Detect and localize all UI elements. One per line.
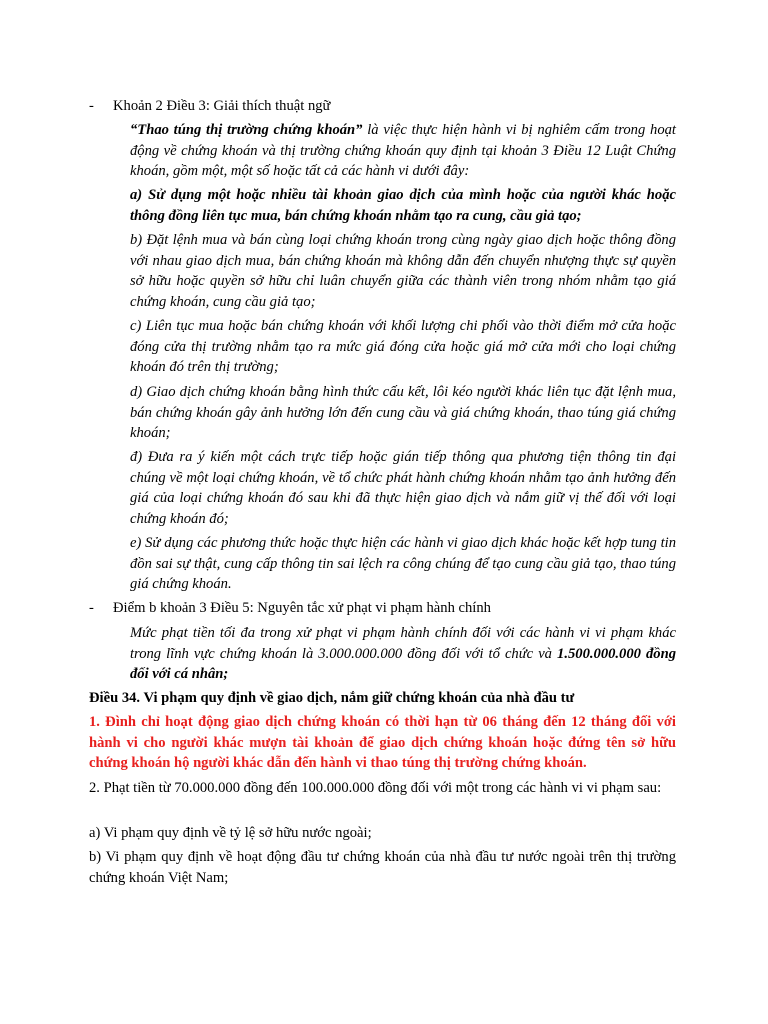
- defined-term: “Thao túng thị trường chứng khoán”: [130, 122, 363, 138]
- article-heading: Điều 34. Vi phạm quy định về giao dịch, nắm giữ chứng khoán của nhà đầu tư: [89, 690, 575, 706]
- bullet-text: Điểm b khoản 3 Điều 5: Nguyên tắc xử phạt vi phạm hành chính: [113, 600, 491, 616]
- item-a-text: a) Sử dụng một hoặc nhiều tài khoản giao dịch của mình hoặc của người khác hoặc thông đồng liên tục mua, bán chứng khoán nhằm tạo ra cung, cầu giả tạo;: [130, 187, 676, 224]
- bullet-text: Khoản 2 Điều 3: Giải thích thuật ngữ: [113, 98, 331, 114]
- point-b: b) Vi phạm quy định về hoạt động đầu tư chứng khoán của nhà đầu tư nước ngoài trên thị trường chứng khoán Việt Nam;: [89, 849, 676, 886]
- fine-paragraph: [130, 623, 676, 685]
- clause-1: 1. Đình chỉ hoạt động giao dịch chứng khoán có thời hạn từ 06 tháng đến 12 tháng đối với hành vi cho người khác mượn tài khoản để giao dịch chứng khoán hoặc đứng tên sở hữu chứng khoán hộ người khác dẫn đến hành vi thao túng thị trường chứng khoán.: [89, 714, 676, 771]
- item-d: d) Giao dịch chứng khoán bằng hình thức cấu kết, lôi kéo người khác liên tục đặt lệnh mua, bán chứng khoán gây ảnh hưởng lớn đến cung cầu và giá chứng khoán, thao túng giá chứng khoán;: [130, 384, 676, 441]
- bullet-dash: -: [89, 98, 94, 114]
- bullet-dash: -: [89, 600, 94, 616]
- definition-text: là việc thực hiện hành vi bị nghiêm cấm trong hoạt động về chứng khoán và thị trường chứng khoán quy định tại khoản 3 Điều 12 Luật Chứng khoán, gồm một, một số hoặc tất cả các hành vi dưới đây:: [130, 122, 676, 179]
- fine-text: Mức phạt tiền tối đa trong xử phạt vi phạm hành chính đối với các hành vi vi phạm khác trong lĩnh vực chứng khoán là 3.000.000.000 đồng đối với tổ chức và: [130, 625, 676, 662]
- point-a: a) Vi phạm quy định về tỷ lệ sở hữu nước ngoài;: [89, 825, 372, 841]
- item-b: b) Đặt lệnh mua và bán cùng loại chứng khoán trong cùng ngày giao dịch hoặc thông đồng với nhau giao dịch mua, bán chứng khoán mà không dẫn đến chuyển nhượng thực sự quyền sở hữu hoặc quyền sở hữu chỉ luân chuyển giữa các thành viên trong nhóm nhằm tạo giá chứng khoán, cung cầu giả tạo;: [130, 232, 676, 310]
- definition-paragraph: [130, 120, 676, 182]
- item-dd: đ) Đưa ra ý kiến một cách trực tiếp hoặc gián tiếp thông qua phương tiện thông tin đại chúng về một loại chứng khoán, về tổ chức phát hành chứng khoán nhằm tạo ảnh hưởng đến giá của loại chứng khoán đó sau khi đã thực hiện giao dịch và nắm giữ vị thế đối với loại chứng khoán đó;: [130, 449, 676, 527]
- item-a: [130, 185, 676, 226]
- item-e: e) Sử dụng các phương thức hoặc thực hiện các hành vi giao dịch khác hoặc kết hợp tung tin đồn sai sự thật, cung cấp thông tin sai lệch ra công chúng để tạo cung cầu giả tạo, thao túng giá chứng khoán.: [130, 535, 676, 592]
- fine-individual-amount: 1.500.000.000 đồng đối với cá nhân;: [130, 645, 676, 682]
- clause-2: 2. Phạt tiền từ 70.000.000 đồng đến 100.000.000 đồng đối với một trong các hành vi vi phạm sau:: [89, 780, 662, 796]
- item-c: c) Liên tục mua hoặc bán chứng khoán với khối lượng chi phối vào thời điểm mở cửa hoặc đóng cửa thị trường nhằm tạo ra mức giá đóng cửa hoặc giá mở cửa mới cho loại chứng khoán đó trên thị trường;: [130, 318, 676, 375]
